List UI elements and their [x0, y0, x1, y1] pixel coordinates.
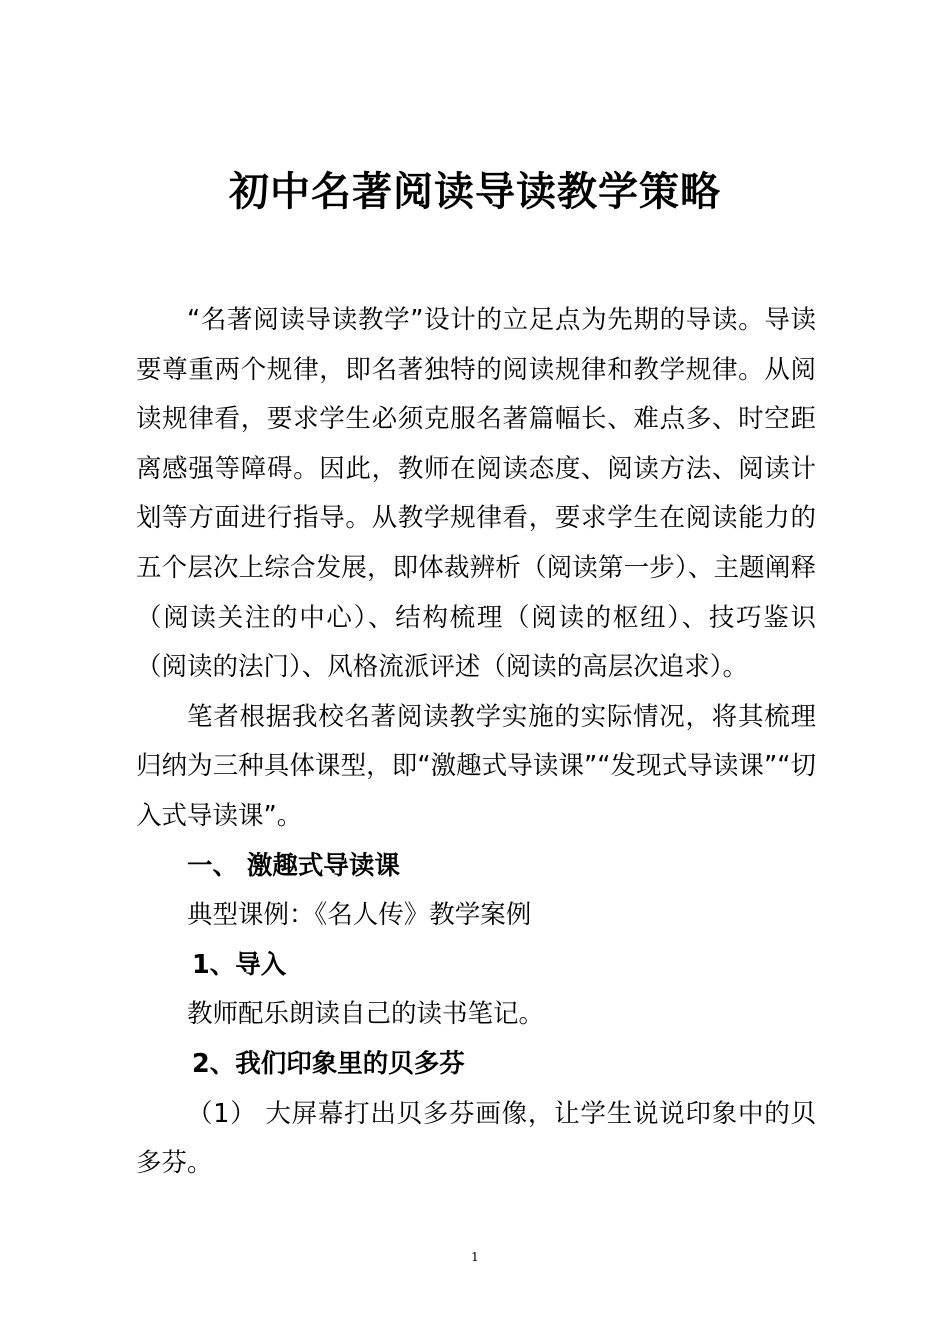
example-line: 典型课例：《名人传》教学案例: [187, 900, 532, 931]
page-number: 1: [471, 1250, 479, 1264]
step-text-1: 教师配乐朗读自己的读书笔记。: [187, 999, 545, 1030]
step-text-2: （1） 大屏幕打出贝多芬画像，让学生说说印象中的贝多芬。: [136, 1098, 816, 1179]
paragraph-intro: “名著阅读导读教学”设计的立足点为先期的导读。导读要尊重两个规律，即名著独特的阅读规律和教学规律。从阅读规律看，要求学生必须克服名著篇幅长、难点多、时空距离感强等障碍。因此，教师在阅读态度、阅读方法、阅读计划等方面进行指导。从教学规律看，要求学生在阅读能力的五个层次上综合发展，即体裁辨析（阅读第一步）、主题阐释（阅读关注的中心）、结构梳理（阅读的枢纽）、技巧鉴识（阅读的法门）、风格流派评述（阅读的高层次追求）。: [136, 305, 816, 683]
step-heading-2: 2、我们印象里的贝多芬: [192, 1048, 465, 1079]
step-heading-1: 1、导入: [192, 949, 287, 980]
document-title: 初中名著阅读导读教学策略: [229, 169, 721, 215]
paragraph-course-types: 笔者根据我校名著阅读教学实施的实际情况，将其梳理归纳为三种具体课型，即“激趣式导读课”“发现式导读课”“切入式导读课”。: [136, 701, 816, 831]
section-heading: 一、 激趣式导读课: [187, 850, 400, 881]
document-body: [136, 296, 816, 1189]
